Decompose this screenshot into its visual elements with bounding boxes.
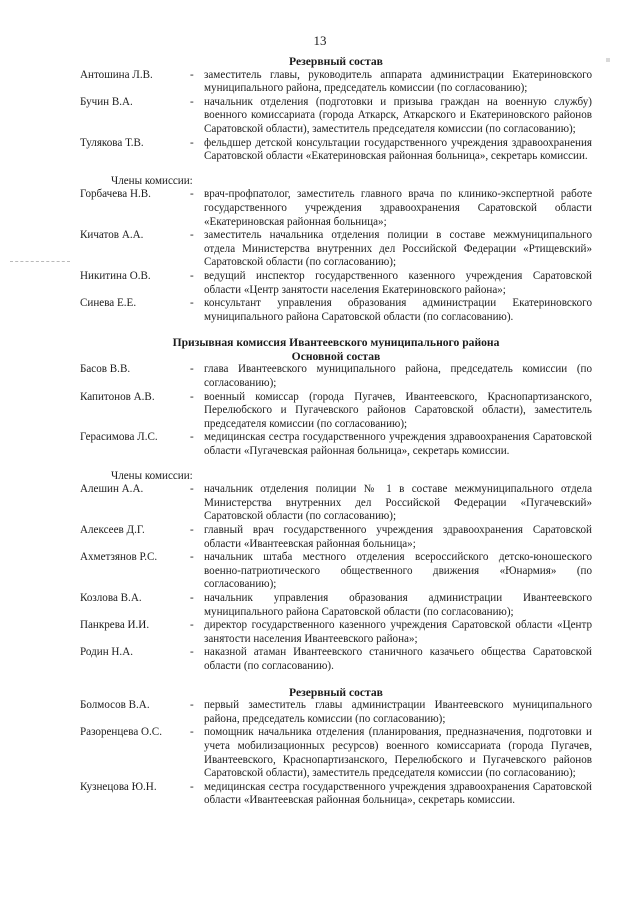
member-row xyxy=(80,551,592,592)
member-role: начальник отделения (подготовки и призыва граждан на военную службу) военного комиссариата (города Аткарск, Аткарского и Екатериновского районов Саратовской области), заместитель председателя комиссии (по согласованию); xyxy=(204,95,592,135)
member-name: Никитина О.В. xyxy=(80,269,151,282)
member-name: Герасимова Л.С. xyxy=(80,431,158,444)
member-name: Капитонов А.В. xyxy=(80,390,155,403)
member-row xyxy=(80,96,592,137)
member-dash: - xyxy=(190,431,194,444)
member-dash: - xyxy=(190,297,194,310)
member-dash: - xyxy=(190,483,194,496)
member-dash: - xyxy=(190,229,194,242)
member-row xyxy=(80,431,592,458)
member-dash: - xyxy=(190,591,194,604)
member-role: главный врач государственного учреждения здравоохранения Саратовской области «Ивантеевская районная больница»; xyxy=(204,524,592,550)
member-role: глава Ивантеевского муниципального района, председатель комиссии (по согласованию); xyxy=(204,363,592,390)
member-dash: - xyxy=(190,269,194,282)
member-row xyxy=(80,726,592,780)
document-body xyxy=(80,55,592,808)
member-row xyxy=(80,188,592,229)
page-number: 13 xyxy=(313,33,327,48)
member-role: первый заместитель главы администрации Ивантеевского муниципального района, председатель комиссии (по согласованию); xyxy=(204,699,592,725)
member-role: начальник управления образования администрации Ивантеевского муниципального района Саратовской области (по согласованию); xyxy=(204,591,592,618)
member-row xyxy=(80,483,592,524)
scan-artifact-line xyxy=(10,261,70,263)
member-name: Кузнецова Ю.Н. xyxy=(80,780,157,793)
member-role: медицинская сестра государственного учреждения здравоохранения Саратовской области «Пугачевская районная больница», секретарь комиссии. xyxy=(204,431,592,458)
member-dash: - xyxy=(190,699,194,712)
member-dash: - xyxy=(190,646,194,659)
member-role: врач-профпатолог, заместитель главного врача по клинико-экспертной работе государственного учреждения здравоохранения Саратовской области «Екатериновская районная больница»; xyxy=(204,188,592,228)
member-row xyxy=(80,646,592,673)
member-dash: - xyxy=(190,524,194,536)
section-heading-main: Основной состав xyxy=(291,349,381,363)
member-dash: - xyxy=(190,726,194,739)
member-dash: - xyxy=(190,136,194,149)
member-name: Болмосов В.А. xyxy=(80,699,150,712)
member-row xyxy=(80,69,592,96)
member-dash: - xyxy=(190,390,194,403)
member-row xyxy=(80,229,592,270)
member-dash: - xyxy=(190,95,194,108)
member-dash: - xyxy=(190,188,194,201)
member-role: медицинская сестра государственного учреждения здравоохранения Саратовской области «Ивантеевская районная больница», секретарь комиссии. xyxy=(204,780,592,807)
member-name: Козлова В.А. xyxy=(80,591,142,604)
member-role: начальник отделения полиции № 1 в составе межмуниципального отдела Министерства внутренних дел Российской Федерации «Пугачевский» Саратовской области (по согласованию); xyxy=(204,483,592,523)
member-role: начальник штаба местного отделения всероссийского детско-юношеского военно-патриотического общественного движения «Юнармия» (по согласованию); xyxy=(204,551,592,591)
member-row xyxy=(80,524,592,551)
member-name: Ахметзянов Р.С. xyxy=(80,551,158,564)
section-heading-reserve: Резервный состав xyxy=(289,685,383,699)
member-name: Алешин А.А. xyxy=(80,483,144,496)
scan-artifact-dot xyxy=(606,58,610,62)
member-name: Синева Е.Е. xyxy=(80,297,137,310)
section-heading-reserve: Резервный состав xyxy=(289,55,383,68)
member-row xyxy=(80,699,592,726)
member-row xyxy=(80,137,592,164)
members-label: Члены комиссии: xyxy=(111,469,193,482)
member-dash: - xyxy=(190,363,194,376)
member-row xyxy=(80,619,592,646)
member-role: помощник начальника отделения (планирования, предназначения, подготовки и учета мобилизационных ресурсов) военного комиссариата (города Пугачев, Ивантеевского, Краснопартизанского, Перелюбского и Пугачевского районов Саратовской области), заместитель председателя комиссии (по согласованию); xyxy=(204,726,592,780)
commission-title: Призывная комиссия Ивантеевского муниципального района xyxy=(172,336,500,350)
member-dash: - xyxy=(190,551,194,564)
member-name: Басов В.В. xyxy=(80,363,131,376)
member-row xyxy=(80,592,592,619)
member-row xyxy=(80,270,592,297)
member-dash: - xyxy=(190,780,194,793)
member-name: Бучин В.А. xyxy=(80,95,133,108)
member-row xyxy=(80,781,592,808)
member-row xyxy=(80,391,592,432)
member-role: ведущий инспектор государственного казенного учреждения Саратовской области «Центр занятости населения Екатериновского района»; xyxy=(204,269,592,296)
member-name: Разоренцева О.С. xyxy=(80,726,162,739)
member-name: Родин Н.А. xyxy=(80,646,133,659)
member-role: наказной атаман Ивантеевского станичного казачьего общества Саратовской области (по согласованию). xyxy=(204,646,592,672)
member-name: Алексеев Д.Г. xyxy=(80,524,145,536)
member-role: военный комиссар (города Пугачев, Ивантеевского, Краснопартизанского, Перелюбского и Пугачевского районов Саратовской области), заместитель председателя комиссии (по согласованию); xyxy=(204,390,592,430)
member-name: Тулякова Т.В. xyxy=(80,136,144,149)
member-name: Горбачева Н.В. xyxy=(80,188,151,201)
member-role: фельдшер детской консультации государственного учреждения здравоохранения Саратовской области «Екатериновская районная больница», секретарь комиссии. xyxy=(204,136,592,163)
member-row xyxy=(80,297,592,324)
member-name: Кичатов А.А. xyxy=(80,229,144,242)
members-label: Члены комиссии: xyxy=(111,174,193,187)
member-name: Антошина Л.В. xyxy=(80,68,153,81)
member-role: директор государственного казенного учреждения Саратовской области «Центр занятости населения Ивантеевского района»; xyxy=(204,619,592,645)
member-role: заместитель главы, руководитель аппарата администрации Екатериновского муниципального района, председатель комиссии (по согласованию); xyxy=(204,68,592,95)
member-name: Панкрева И.И. xyxy=(80,619,150,632)
member-dash: - xyxy=(190,68,194,81)
member-row xyxy=(80,363,592,390)
member-role: заместитель начальника отделения полиции в составе межмуниципального отдела Министерства внутренних дел Российской Федерации «Ртищевский» Саратовской области (по согласованию); xyxy=(204,229,592,269)
member-role: консультант управления образования администрации Екатериновского муниципального района Саратовской области (по согласованию). xyxy=(204,297,592,323)
member-dash: - xyxy=(190,619,194,632)
